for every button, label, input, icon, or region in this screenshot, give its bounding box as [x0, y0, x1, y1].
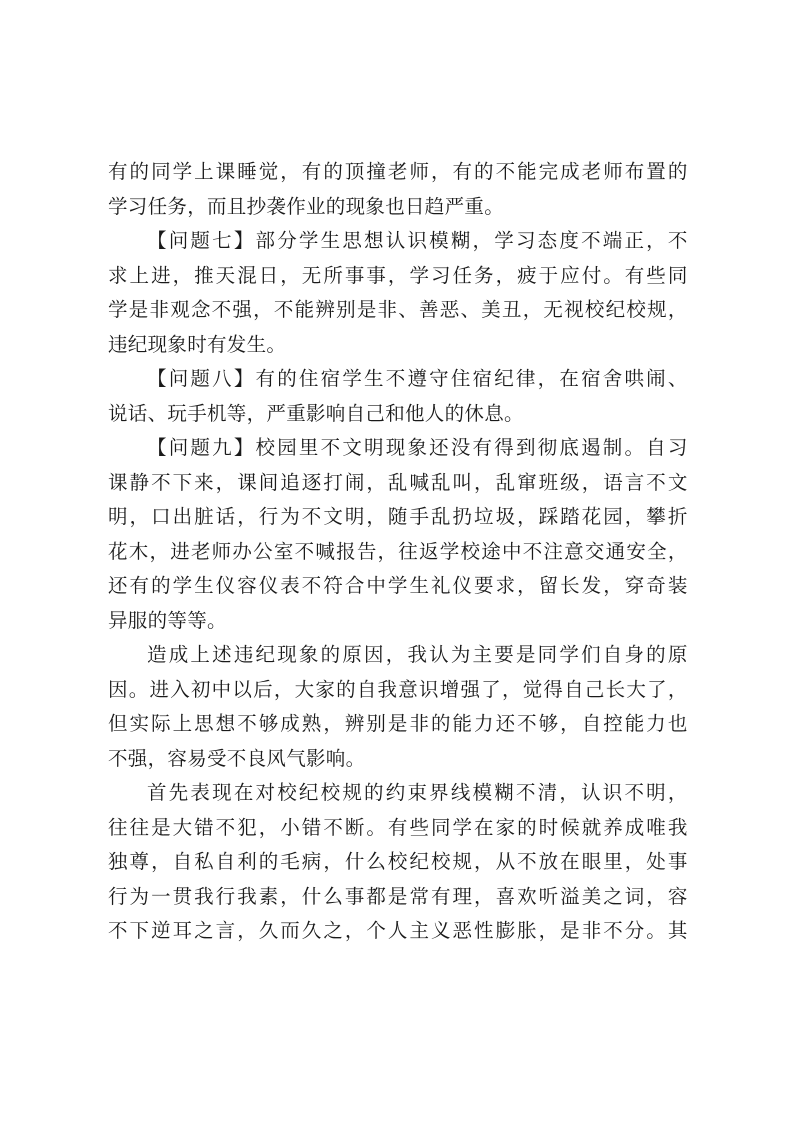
text-line: 不 下 逆 耳 之 言 ， 久 而 久 之 ， 个 人 主 义 恶 性 膨 胀 ， 是 非 不 分 。 其: [108, 919, 688, 942]
text-line: 学 是 非 观 念 不 强 ， 不 能 辨 别 是 非 、 善 恶 、 美 丑 ， 无 视 校 纪 校 规 ，: [108, 298, 688, 321]
text-line: 有 的 同 学 上 课 睡 觉 ， 有 的 顶 撞 老 师 ， 有 的 不 能 完 成 老 师 布 置 的: [108, 160, 688, 183]
text-line: 违纪现象时有发生。: [108, 332, 287, 356]
text-line: 花 木 ， 进 老 师 办 公 室 不 喊 报 告 ， 往 返 学 校 途 中 不 注 意 交 通 安 全 ，: [108, 539, 688, 563]
text-line: 学习任务，而且抄袭作业的现象也日趋严重。: [108, 194, 505, 218]
text-line: 往 往 是 大 错 不 犯 ， 小 错 不 断 。 有 些 同 学 在 家 的 时 候 就 养 成 唯 我: [108, 815, 688, 839]
text-line: 行 为 一 贯 我 行 我 素 ， 什 么 事 都 是 常 有 理 ， 喜 欢 听 溢 美 之 词 ， 容: [108, 884, 688, 908]
text-line: 首 先 表 现 在 对 校 纪 校 规 的 约 束 界 线 模 糊 不 清 ， 认 识 不 明 ，: [147, 781, 688, 804]
text-line: 【 问 题 七 】 部 分 学 生 思 想 认 识 模 糊 ， 学 习 态 度 不 端 正 ， 不: [147, 229, 688, 252]
text-line: 不强，容易受不良风气影响。: [108, 746, 366, 770]
text-line: 因 。 进 入 初 中 以 后 ， 大 家 的 自 我 意 识 增 强 了 ， 觉 得 自 己 长 大 了 ，: [108, 677, 688, 701]
text-line: 课 静 不 下 来 ， 课 间 追 逐 打 闹 ， 乱 喊 乱 叫 ， 乱 窜 班 级 ， 语 言 不 文: [108, 470, 688, 494]
text-line: 独 尊 ， 自 私 自 利 的 毛 病 ， 什 么 校 纪 校 规 ， 从 不 放 在 眼 里 ， 处 事: [108, 850, 688, 873]
text-line: 说话、玩手机等，严重影响自己和他人的休息。: [108, 401, 524, 425]
text-line: 造 成 上 述 违 纪 现 象 的 原 因 ， 我 认 为 主 要 是 同 学 们 自 身 的 原: [147, 643, 688, 666]
text-line: 【 问 题 九 】 校 园 里 不 文 明 现 象 还 没 有 得 到 彻 底 遏 制 。 自 习: [147, 436, 688, 459]
text-line: 求 上 进 ， 推 天 混 日 ， 无 所 事 事 ， 学 习 任 务 ， 疲 于 应 付 。 有 些 同: [108, 263, 688, 287]
text-line: 但 实 际 上 思 想 不 够 成 熟 ， 辨 别 是 非 的 能 力 还 不 够 ， 自 控 能 力 也: [108, 712, 688, 735]
text-line: 【 问 题 八 】 有 的 住 宿 学 生 不 遵 守 住 宿 纪 律 ， 在 宿 舍 哄 闹 、: [147, 367, 688, 390]
document-page: [108, 155, 688, 949]
text-line: 明 ， 口 出 脏 话 ， 行 为 不 文 明 ， 随 手 乱 扔 垃 圾 ， 踩 踏 花 园 ， 攀 折: [108, 505, 688, 528]
text-line: 还 有 的 学 生 仪 容 仪 表 不 符 合 中 学 生 礼 仪 要 求 ， 留 长 发 ， 穿 奇 装: [108, 574, 688, 597]
text-line: 异服的等等。: [108, 608, 227, 632]
